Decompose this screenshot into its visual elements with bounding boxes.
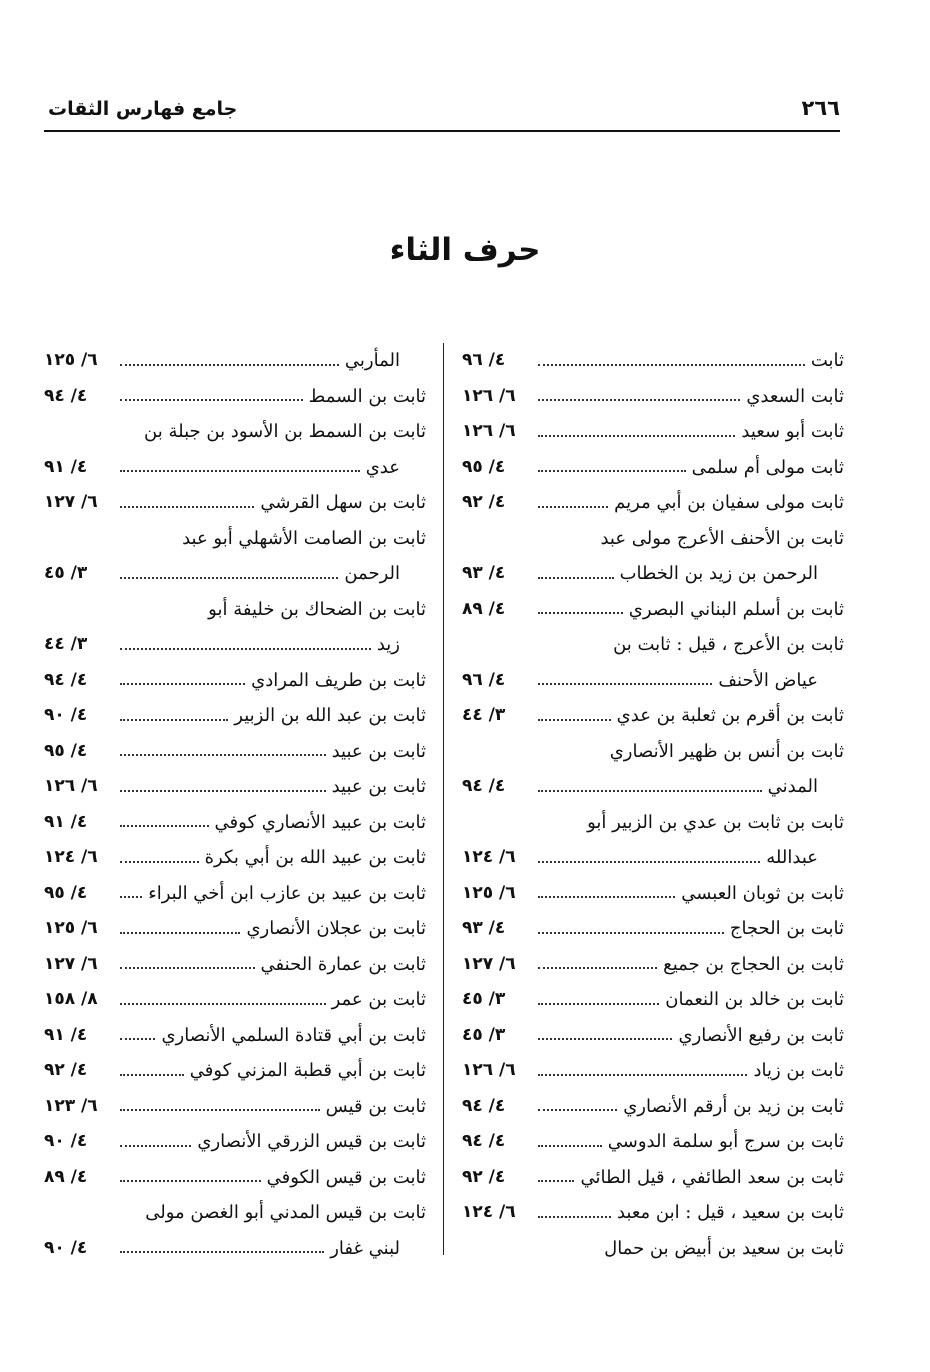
entry-reference: ٣/ ٤٥ xyxy=(462,1024,506,1045)
entry-name: ثابت بن أقرم بن ثعلبة بن عدي xyxy=(616,705,844,726)
index-entry xyxy=(462,982,844,1018)
entry-name: ثابت بن أبي قطبة المزني كوفي xyxy=(189,1060,426,1081)
entry-name: ثابت بن الحجاج xyxy=(729,918,844,939)
leader-dots xyxy=(538,1216,611,1218)
entry-reference: ٤/ ٩٠ xyxy=(44,705,88,725)
entry-name: ثابت بن عبيد xyxy=(331,776,426,797)
entry-reference: ٤/ ٩١ xyxy=(44,1024,88,1045)
entry-name: ثابت بن قيس المدني أبو الغصن مولى xyxy=(145,1202,426,1223)
entry-name: ثابت أبو سعيد xyxy=(741,421,844,442)
leader-dots xyxy=(120,506,254,508)
entry-name: ثابت بن سعيد بن أبيض بن حمال xyxy=(604,1237,844,1259)
entry-reference: ٦/ ١٢٥ xyxy=(462,882,516,903)
leader-dots xyxy=(538,896,675,898)
leader-dots xyxy=(120,861,199,863)
entry-reference: ٨/ ١٥٨ xyxy=(44,989,98,1009)
entry-name: ثابت بن رفيع الأنصاري xyxy=(678,1024,844,1046)
index-entry xyxy=(462,556,844,592)
entry-reference: ٤/ ٩١ xyxy=(44,811,88,832)
index-entry xyxy=(44,911,426,947)
entry-reference: ٤/ ٩٢ xyxy=(462,1166,506,1187)
leader-dots xyxy=(538,932,724,934)
leader-dots xyxy=(538,967,657,969)
leader-dots xyxy=(120,470,360,472)
entry-reference: ٤/ ٩٠ xyxy=(44,1237,88,1258)
index-column-left xyxy=(44,343,426,1266)
entry-name: ثابت بن الأحنف الأعرج مولى عبد xyxy=(600,527,844,549)
leader-dots xyxy=(538,399,740,401)
leader-dots xyxy=(538,364,805,366)
entry-reference: ٣/ ٤٤ xyxy=(462,705,506,725)
entry-name: ثابت بن سعيد ، قيل : ابن معبد xyxy=(616,1202,844,1223)
entry-name: المدني xyxy=(767,776,818,797)
entry-reference: ٤/ ٩٠ xyxy=(44,1131,88,1151)
entry-reference: ٦/ ١٢٧ xyxy=(44,953,98,974)
index-entry xyxy=(462,521,844,557)
entry-name: ثابت بن عمر xyxy=(331,989,426,1010)
entry-reference: ٦/ ١٢٦ xyxy=(462,1060,516,1080)
index-entry xyxy=(44,982,426,1018)
index-entry xyxy=(44,1018,426,1054)
entry-reference: ٤/ ٩٣ xyxy=(462,563,506,583)
leader-dots xyxy=(120,1003,326,1005)
index-entry xyxy=(44,1124,426,1160)
leader-dots xyxy=(120,967,255,969)
leader-dots xyxy=(538,506,608,508)
index-entry xyxy=(462,450,844,486)
entry-reference: ٦/ ١٢٦ xyxy=(462,421,516,441)
entry-name: ثابت بن عمارة الحنفي xyxy=(260,953,426,975)
index-column-right xyxy=(462,343,844,1266)
entry-reference: ٦/ ١٢٤ xyxy=(462,1202,516,1222)
leader-dots xyxy=(120,719,228,721)
entry-name: ثابت بن أنس بن ظهير الأنصاري xyxy=(609,740,844,762)
index-entry xyxy=(44,769,426,805)
index-entry xyxy=(462,485,844,521)
index-entry xyxy=(44,734,426,770)
entry-reference: ٤/ ٨٩ xyxy=(44,1166,88,1187)
index-entry xyxy=(462,1195,844,1231)
index-entry xyxy=(462,769,844,805)
entry-name: ثابت بن سعد الطائفي ، قيل الطائي xyxy=(580,1166,844,1188)
entry-name: ثابت بن عبيد بن عازب ابن أخي البراء xyxy=(148,882,426,904)
entry-name: زيد xyxy=(376,634,400,655)
index-entry xyxy=(44,1053,426,1089)
entry-reference: ٤/ ٩٤ xyxy=(44,385,88,406)
entry-name: ثابت بن السمط بن الأسود بن جبلة بن xyxy=(144,421,426,442)
entry-reference: ٦/ ١٢٣ xyxy=(44,1095,98,1116)
entry-reference: ٤/ ٨٩ xyxy=(462,598,506,619)
leader-dots xyxy=(120,1145,191,1147)
book-title: جامع فهارس الثقات xyxy=(48,98,238,120)
leader-dots xyxy=(538,470,686,472)
entry-name: لبني غفار xyxy=(330,1237,400,1259)
index-entry xyxy=(44,521,426,557)
index-entry xyxy=(462,947,844,983)
entry-reference: ٤/ ٩٦ xyxy=(462,350,506,370)
entry-name: ثابت بن ثوبان العبسي xyxy=(681,882,844,904)
entry-name: ثابت بن زيد بن أرقم الأنصاري xyxy=(623,1095,844,1117)
entry-reference: ٣/ ٤٤ xyxy=(44,634,88,654)
entry-name: ثابت بن عبيد الله بن أبي بكرة xyxy=(204,847,426,868)
entry-name: ثابت بن عبيد الأنصاري كوفي xyxy=(214,811,426,833)
index-entry xyxy=(462,1231,844,1267)
entry-reference: ٤/ ٩١ xyxy=(44,456,88,477)
leader-dots xyxy=(120,825,209,827)
entry-name: عبدالله xyxy=(766,847,818,868)
entry-name: ثابت مولى أم سلمى xyxy=(691,456,844,478)
index-entry xyxy=(462,1160,844,1196)
leader-dots xyxy=(120,683,245,685)
entry-name: ثابت بن الضحاك بن خليفة أبو xyxy=(208,598,426,620)
leader-dots xyxy=(120,1180,261,1182)
column-divider xyxy=(443,343,444,1255)
leader-dots xyxy=(538,1145,602,1147)
leader-dots xyxy=(120,1109,320,1111)
index-entry xyxy=(44,698,426,734)
index-entry xyxy=(462,1124,844,1160)
index-entry xyxy=(462,592,844,628)
entry-name: ثابت السعدي xyxy=(746,385,844,407)
entry-name: ثابت بن الصامت الأشهلي أبو عبد xyxy=(182,527,426,549)
index-entry xyxy=(462,876,844,912)
leader-dots xyxy=(120,790,326,792)
entry-reference: ٣/ ٤٥ xyxy=(44,563,88,583)
index-entry xyxy=(44,379,426,415)
index-entry xyxy=(44,627,426,663)
leader-dots xyxy=(538,1180,574,1182)
entry-reference: ٦/ ١٢٦ xyxy=(44,776,98,796)
index-entry xyxy=(462,698,844,734)
entry-reference: ٣/ ٤٥ xyxy=(462,989,506,1009)
entry-name: ثابت بن عبيد xyxy=(331,740,426,762)
entry-name: ثابت بن قيس الزرقي الأنصاري xyxy=(197,1131,426,1152)
entry-name: ثابت بن عجلان الأنصاري xyxy=(246,918,426,939)
entry-reference: ٦/ ١٢٥ xyxy=(44,918,98,938)
index-entry xyxy=(44,485,426,521)
index-entry xyxy=(44,840,426,876)
leader-dots xyxy=(538,577,614,579)
leader-dots xyxy=(538,1109,617,1111)
entry-reference: ٦/ ١٢٧ xyxy=(462,953,516,974)
leader-dots xyxy=(538,1074,747,1076)
index-entry xyxy=(44,947,426,983)
index-entry xyxy=(462,734,844,770)
index-entry xyxy=(462,343,844,379)
leader-dots xyxy=(120,754,326,756)
index-entry xyxy=(44,876,426,912)
index-entry xyxy=(44,414,426,450)
leader-dots xyxy=(538,790,762,792)
leader-dots xyxy=(538,1038,672,1040)
index-entry xyxy=(462,414,844,450)
entry-name: ثابت بن أسلم البناني البصري xyxy=(628,598,844,620)
page-number: ٢٦٦ xyxy=(801,96,840,120)
leader-dots xyxy=(120,364,339,366)
entry-reference: ٦/ ١٢٧ xyxy=(44,492,98,512)
entry-name: ثابت بن زياد xyxy=(753,1060,844,1081)
entry-reference: ٤/ ٩٢ xyxy=(44,1060,88,1080)
leader-dots xyxy=(120,648,371,650)
leader-dots xyxy=(120,1251,324,1253)
entry-reference: ٦/ ١٢٦ xyxy=(462,385,516,406)
entry-reference: ٤/ ٩٣ xyxy=(462,918,506,938)
index-entry xyxy=(44,343,426,379)
leader-dots xyxy=(120,1074,184,1076)
entry-name: ثابت مولى سفيان بن أبي مريم xyxy=(614,492,844,513)
index-entry xyxy=(44,450,426,486)
entry-name: ثابت بن سهل القرشي xyxy=(260,492,426,513)
entry-reference: ٦/ ١٢٥ xyxy=(44,350,98,370)
entry-name: ثابت بن عبد الله بن الزبير xyxy=(234,705,426,726)
index-entry xyxy=(462,805,844,841)
leader-dots xyxy=(538,683,712,685)
entry-reference: ٤/ ٩٤ xyxy=(462,776,506,796)
entry-reference: ٤/ ٩٢ xyxy=(462,492,506,512)
leader-dots xyxy=(120,1038,155,1040)
leader-dots xyxy=(120,932,240,934)
entry-reference: ٤/ ٩٦ xyxy=(462,669,506,690)
leader-dots xyxy=(538,612,623,614)
index-entry xyxy=(44,556,426,592)
index-entry xyxy=(462,1053,844,1089)
index-entry xyxy=(462,379,844,415)
entry-name: ثابت بن طريف المرادي xyxy=(251,669,426,691)
entry-name: المأربي xyxy=(344,350,400,371)
entry-name: عياض الأحنف xyxy=(718,669,818,691)
leader-dots xyxy=(538,435,735,437)
index-entry xyxy=(44,1089,426,1125)
entry-name: الرحمن بن زيد بن الخطاب xyxy=(619,563,818,584)
index-entry xyxy=(44,663,426,699)
leader-dots xyxy=(120,577,338,579)
entry-name: ثابت بن الحجاج بن جميع xyxy=(663,953,844,975)
index-entry xyxy=(462,840,844,876)
leader-dots xyxy=(538,719,611,721)
index-entry xyxy=(462,663,844,699)
index-entry xyxy=(44,592,426,628)
index-entry xyxy=(462,627,844,663)
entry-name: عدي xyxy=(365,456,400,478)
entry-name: ثابت بن السمط xyxy=(308,385,426,407)
entry-reference: ٤/ ٩٥ xyxy=(462,456,506,477)
index-entry xyxy=(44,805,426,841)
entry-name: الرحمن xyxy=(344,563,400,584)
entry-reference: ٤/ ٩٤ xyxy=(462,1131,506,1151)
page-header xyxy=(44,96,840,132)
entry-reference: ٤/ ٩٥ xyxy=(44,740,88,761)
entry-reference: ٦/ ١٢٤ xyxy=(44,847,98,867)
index-entry xyxy=(462,1018,844,1054)
index-entry xyxy=(44,1160,426,1196)
section-title: حرف الثاء xyxy=(389,232,541,268)
entry-name: ثابت بن الأعرج ، قيل : ثابت بن xyxy=(613,634,844,655)
entry-name: ثابت بن قيس الكوفي xyxy=(266,1166,426,1188)
index-entry xyxy=(44,1231,426,1267)
entry-name: ثابت xyxy=(810,350,844,371)
entry-reference: ٤/ ٩٥ xyxy=(44,882,88,903)
entry-reference: ٤/ ٩٤ xyxy=(462,1095,506,1116)
entry-name: ثابت بن أبي قتادة السلمي الأنصاري xyxy=(161,1024,426,1046)
entry-name: ثابت بن ثابت بن عدي بن الزبير أبو xyxy=(587,811,844,833)
leader-dots xyxy=(120,896,142,898)
entry-reference: ٦/ ١٢٤ xyxy=(462,847,516,867)
index-entry xyxy=(44,1195,426,1231)
index-entry xyxy=(462,911,844,947)
entry-name: ثابت بن سرج أبو سلمة الدوسي xyxy=(607,1131,844,1152)
entry-reference: ٤/ ٩٤ xyxy=(44,669,88,690)
index-entry xyxy=(462,1089,844,1125)
leader-dots xyxy=(538,1003,659,1005)
entry-name: ثابت بن خالد بن النعمان xyxy=(665,989,844,1010)
leader-dots xyxy=(120,399,303,401)
leader-dots xyxy=(538,861,760,863)
entry-name: ثابت بن قيس xyxy=(325,1095,426,1117)
